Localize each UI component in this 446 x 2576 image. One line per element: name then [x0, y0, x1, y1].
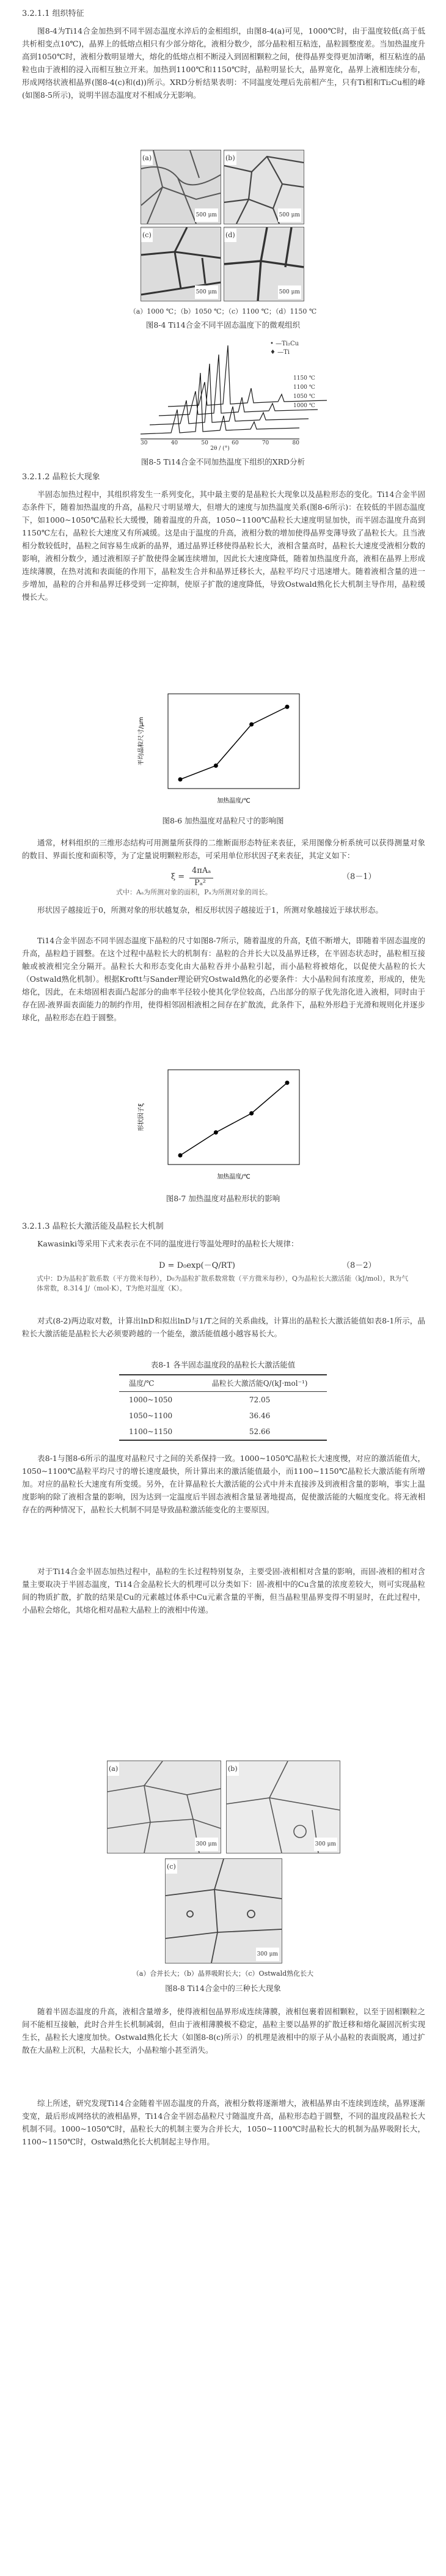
legend-ti2cu: • —Ti₂Cu [270, 340, 299, 347]
temp-label: 1150 ℃ [293, 375, 315, 381]
table-cell: 52.66 [249, 1427, 271, 1436]
temp-label: 1050 ℃ [293, 394, 315, 400]
panel-label: (d) [224, 229, 236, 242]
eq-lhs: ξ = [171, 872, 185, 881]
table-cell: 1100~1150 [129, 1427, 173, 1436]
xrd-legend [270, 340, 299, 357]
scale-bar: 500 μm [278, 208, 301, 222]
x-tick: 30 [141, 440, 148, 446]
figure-8-7 [134, 1064, 312, 1186]
x-tick: 60 [232, 440, 239, 446]
section-heading-2: 3.2.1.2 晶粒长大现象 [22, 473, 100, 482]
figure-caption-8-5: 图8-5 Ti14合金不同加热温度下组织的XRD分析 [141, 457, 305, 466]
eq-number: （8－2） [342, 1261, 376, 1270]
eq-body: D = D₀exp(－Q/RT) [159, 1261, 235, 1270]
paragraph-8: 表8-1与图8-6所示的温度对晶粒尺寸之间的关系保持一致。1000~1050℃晶粒长大速度慢，对应的激活能值大，1050~1100℃晶粒平均尺寸的增长速度最快，所计算出来的激活能值最小，而1100~1150℃晶粒长大激活能有所增加。对应的晶粒长大速度有所变缓。另外，在计算晶粒长大激活能的公式中并未直接涉及到液相含量的影响，事实上温度影响的除了液相含量的影响，因为达到一定温度后半固态液相含量显著地提高，促使激活能的大幅度变化。将无液相存在的两种情况下，晶粒长大机制不同是导致晶粒激活能变化的主要原因。 [22, 1454, 425, 1514]
panel-label: (a) [108, 1762, 119, 1776]
section-heading-3: 3.2.1.3 晶粒长大激活能及晶粒长大机制 [22, 1222, 164, 1231]
table-row [119, 1424, 327, 1440]
micrograph-c [141, 227, 221, 301]
figure-caption-8-6: 图8-6 加热温度对晶粒尺寸的影响图 [162, 816, 284, 825]
temp-label: 1100 ℃ [293, 385, 315, 391]
x-tick: 80 [292, 440, 299, 446]
micrograph-b [224, 150, 304, 224]
table-title: 表8-1 各半固态温度段的晶粒长大激活能值 [150, 1360, 296, 1369]
micrograph-a [141, 150, 221, 224]
figure-legend: （a）1000 ℃；（b）1050 ℃；（c）1100 ℃；（d）1150 ℃ [129, 307, 317, 315]
table-row [119, 1392, 327, 1408]
paragraph-9: 对于Ti14合金半固态加热过程中，晶粒的生长过程特别复杂，主要受固-液相相对含量的影响，而固-液相的相对含量主要取决于半固态温度，Ti14合金晶粒长大的机理可以分类如下：固-液相中的Cu含量的浓度差较大，则可实现晶粒间的物质扩散，扩散的结果是Cu的元素越过体系中Cu元素含量的平衡，但当晶粒里晶界变得不明显时，在此过程中，小晶粒会熔化，其熔化相对晶粒大晶粒上的液相中传递。 [22, 1567, 425, 1614]
scale-bar: 500 μm [195, 285, 218, 299]
micrograph-boundary [226, 1761, 340, 1853]
y-axis-label: 平均晶粒尺寸/μm [138, 716, 145, 766]
table-header-row [119, 1375, 327, 1392]
x-axis-label: 加热温度/℃ [217, 1174, 250, 1180]
table-row [119, 1408, 327, 1424]
table-cell: 72.05 [249, 1396, 271, 1404]
paragraph-2: 半固态加热过程中，其组织将发生一系列变化，其中最主要的是晶粒长大现象以及晶粒形态的变化。Ti14合金半固态条件下，随着加热温度的升高，晶粒尺寸明显增大，但增大的速度与加热温度关系(图8-6所示)：在较低的半固态温度下，如1000~1050℃晶粒长大缓慢，随着温度的升高，1050~1100℃晶粒长大速度明显加快，而半固态温度升高到1150℃左右，晶粒长大速度又有所减缓。这是由于温度的升高，液相分数的增加使得晶界变薄导致了晶粒长大。且当液相分数较低时，晶粒之间容易生成新的晶界，通过晶界迁移使得晶粒长大，液相含量高时，晶粒长大速度受液相分数的影响，液相分数少，通过液相原子扩散使得金属连续增加，因此长大速度降低，随着加热温度升高，液相在晶界上形成连续薄膜，在热对流和表面能的作用下，晶粒发生合并和晶界迁移长大，晶粒平均尺寸迅速增大。随着液相含量的进一步增加，晶粒的合并和晶界迁移受到一定抑制，使原子扩散的速度降低，导致Ostwald熟化长大机制主导作用，晶粒缓慢长大。 [22, 490, 425, 602]
column-header: 晶粒长大激活能Q/(kJ·mol⁻¹) [211, 1379, 308, 1388]
figure-caption: 图8-4 Ti14合金不同半固态温度下的微观组织 [145, 320, 301, 329]
panel-label: (c) [141, 229, 153, 242]
panel-label: (a) [141, 152, 153, 165]
figure-8-6 [134, 688, 312, 810]
paragraph-11: 综上所述，研究发现Ti14合金随着半固态温度的升高，液相分数将逐渐增大，液相晶界由不连续到连续，晶界逐渐变宽，最后形成网络状的液相晶界，Ti14合金半固态晶粒尺寸随温度升高，晶粒形态趋于圆整，不同的温度段晶粒长大机制不同。1000~1050℃时，晶粒长大的机制主要为合并长大，1050~1100℃时晶粒长大的机制为晶界吸附长大，1100~1150℃时，Ostwald熟化长大机制起主导作用。 [22, 2099, 425, 2146]
xrd-plot [116, 336, 336, 452]
section-heading-1: 3.2.1.1 组织特征 [22, 9, 84, 18]
panel-label: (c) [166, 1860, 177, 1874]
paragraph-10: 随着半固态温度的升高，液相含量增多，使得液相包晶界形成连续薄膜，液相包裹着固相颗粒，以至于固相颗粒之间不能相互接触，此时合并生长机制减弱，但由于液相薄膜极不稳定，晶粒主要以晶界的扩散迁移和熔化凝固沉析实现生长，晶粒长大速度加快。Ostwald熟化长大（如图8-8(c)所示）的机理是液相中的原子从小晶粒的表面脱离，通过扩散在大晶粒上沉积，大晶粒长大，小晶粒缩小甚至消失。 [22, 2007, 425, 2055]
x-tick: 70 [261, 440, 269, 446]
scale-bar: 300 μm [256, 1948, 279, 1961]
figure-caption-8-7: 图8-7 加热温度对晶粒形状的影响 [166, 1194, 280, 1203]
column-header: 温度/℃ [129, 1379, 155, 1388]
paragraph-3: 通常，材料组织的三维形态结构可用测量所获得的二维断面形态特征来表征，采用图像分析系统可以获得测量对象的数目、界面长度和面积等，为了定量说明颗粒形态，可采用单位形状因子ξ来表征，其定义如下： [22, 838, 425, 860]
scale-bar: 500 μm [278, 285, 301, 299]
x-axis-label: 加热温度/℃ [217, 798, 250, 804]
paragraph-4: 形状因子越接近于0，所测对象的形状越复杂，相反形状因子越接近于1，所测对象越接近于球状形态。 [37, 905, 383, 914]
eq-note: 式中：D为晶粒扩散系数（平方微米每秒），D₀为晶粒扩散系数常数（平方微米每秒），Q为晶粒长大激活能（kJ/mol），R为气体常数，8.314 J/（mol·K），T为绝对温度（K）。 [37, 1275, 409, 1292]
panel-label: (b) [224, 152, 236, 165]
series-line [180, 707, 287, 779]
series-line [180, 1083, 287, 1155]
figure-legend: （a）合并长大；（b）晶界吸附长大；（c）Ostwald熟化长大 [132, 1970, 314, 1978]
paragraph-6: Kawasinki等采用下式来表示在不同的温度进行等温处理时的晶粒长大规律： [37, 1239, 299, 1248]
paragraph-5: Ti14合金半固态不同半固态温度下晶粒的尺寸如图8-7所示，随着温度的升高，ξ值不断增大，即随着半固态温度的升高，晶粒趋于圆整。在这个过程中晶粒长大的机制有：晶粒的合并长大以及晶界迁移，在半固态状态时，晶粒相互接触或被液相完全分隔开。晶粒长大和形态变化由大晶粒吞并小晶粒引起，而小晶粒将被熔化，以促使大晶粒的长大（Ostwald熟化机制）。根据Kroftt与Sander理论研究Ostwald熟化的必要条件：大小晶粒间有浓度差，形成的，使先熔化，因此，在未熔固相表面凸起部分的曲率半径较小使其化学位较高，凸出部分的原子优先溶化进入液相，同时由于存在固-液界面表面能力的制约作用，使得相邻固相液相之间存在扩散流，此条件下，晶粒外形趋于光滑和规则化并逐步球化，晶粒形态在趋于圆整。 [22, 936, 425, 1022]
temperature-labels [293, 374, 315, 411]
figure-8-8 [0, 1761, 446, 2036]
figure-caption: 图8-8 Ti14合金中的三种长大现象 [165, 1984, 281, 1993]
micrograph-d [224, 227, 304, 301]
panel-label: (b) [227, 1762, 239, 1776]
table-cell: 1050~1100 [129, 1411, 173, 1420]
eq-note: 式中：Aₐ为所测对象的面积，Pₐ为所测对象的周长。 [116, 888, 272, 896]
x-axis-label: 2θ / (°) [210, 446, 230, 452]
activation-energy-table [119, 1374, 327, 1441]
eq-number: （8－1） [342, 872, 376, 881]
y-axis-label: 形状因子ξ [138, 1103, 145, 1132]
legend-ti: ♦ —Ti [270, 349, 290, 356]
plot-frame [168, 694, 299, 789]
eq-numerator: 4πAₐ [189, 864, 213, 878]
x-tick: 50 [201, 440, 208, 446]
temp-label: 1000 ℃ [293, 403, 315, 409]
paragraph-1: 图8-4为Ti14合金加热到不同半固态温度水淬后的金相组织，由图8-4(a)可见，1000℃时，由于温度较低(高于低共析相变点10℃)，晶界上的低熔点相只有少部分熔化，液相分数少，部分晶粒相互粘连，晶粒圆整度差。当加热温度升高到1050℃时，液相分数明显增大，熔化的低熔点相不断浸入到固相颗粒之间，使得晶界变得更加清晰，相互粘连的晶粒也由于液相的浸入而相互独立开来。加热到1100℃和1150℃时，晶粒明显长大，晶界宽化，晶界上液相连续分布，形成网络状液相晶界(图8-4(c)和(d))所示。XRD分析结果表明：不同温度处理后先前相产生，只有Ti相和Ti₂Cu相的峰(如图8-5所示)，说明半固态温度对不相成分无影响。 [22, 26, 425, 100]
table-cell: 1000~1050 [129, 1396, 173, 1404]
x-tick: 40 [170, 440, 178, 446]
micrograph-ostwald [165, 1858, 282, 1963]
scale-bar: 300 μm [314, 1838, 337, 1851]
paragraph-7: 对式(8-2)两边取对数，计算出lnD和拟出lnD与1/T之间的关系曲线，计算出的晶粒长大激活能值如表8-1所示，晶粒长大激活能是晶粒长大必须要跨越的一个能垒，激活能值越小越容易长大。 [22, 1316, 425, 1338]
table-cell: 36.46 [249, 1411, 271, 1420]
eq-denominator: Pₐ² [194, 878, 206, 888]
scale-bar: 300 μm [195, 1838, 218, 1851]
scale-bar: 500 μm [195, 208, 218, 222]
micrograph-merge [107, 1761, 221, 1853]
